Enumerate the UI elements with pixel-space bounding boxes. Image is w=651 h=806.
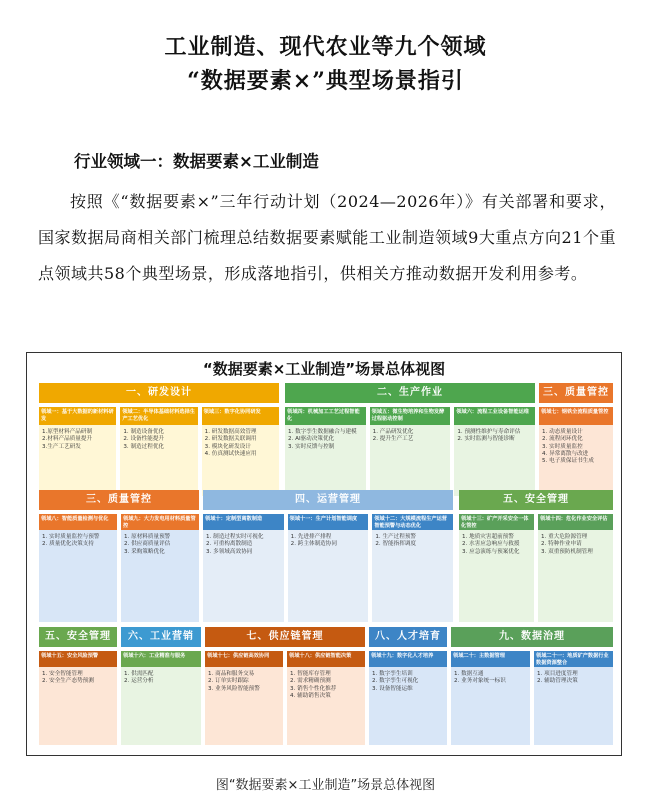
- scene-item: 2. 实时监测与智能诊断: [457, 436, 515, 443]
- scene-item: 3. 多领域高效协同: [206, 548, 253, 555]
- scene-group: [39, 627, 117, 745]
- scene-group: [203, 490, 453, 622]
- scene-card: [203, 514, 284, 622]
- scene-item: 1. 制造设备优化: [123, 429, 165, 435]
- scene-item: 2. 辅助管理决策: [537, 678, 578, 685]
- scene-card: [370, 407, 451, 496]
- scene-card: [454, 407, 535, 496]
- scene-card: [285, 407, 366, 496]
- scene-item: 1. 安全智能管理: [42, 671, 83, 677]
- scene-card-title: 领域一：基于大数据的新材料研发: [39, 407, 116, 425]
- scene-card-title: 领域十九：数字化人才培养: [369, 651, 447, 667]
- scene-card-items: [369, 669, 447, 695]
- scene-card-items: [534, 669, 613, 688]
- scene-card-title: 领域十三：矿产开采安全一体化管控: [459, 514, 534, 530]
- scene-item: 2. 质量优化决策支持: [42, 541, 94, 548]
- scene-card-title: 领域二十：主数据管理: [451, 651, 530, 667]
- scene-item: 3. 实时质量监控: [542, 443, 583, 450]
- scene-group: [459, 490, 613, 622]
- scene-card: [120, 407, 197, 496]
- scene-card: [372, 514, 453, 622]
- scene-item: 3. 应急演练与预案优化: [462, 548, 520, 555]
- scene-card-items: [454, 427, 535, 446]
- scene-card-title: 领域五：微生物培养和生物发酵过程驱动控制: [370, 407, 451, 425]
- scene-card-title: 领域二十一：地质矿产数据行业数据资源整合: [534, 651, 613, 667]
- scene-card: [121, 651, 201, 745]
- scene-item: 1.原型材料产品研制: [42, 429, 93, 435]
- scene-card-title: 领域十：定制型离散制造: [203, 514, 284, 530]
- scene-card-title: 领域十六：工业精准与服务: [121, 651, 201, 667]
- scene-card-title: 领域四：机械加工工艺过程智能化: [285, 407, 366, 425]
- scene-group-title: 五、安全管理: [459, 490, 613, 510]
- scene-item: 5. 电子质保证书生成: [542, 458, 594, 465]
- scene-item: 1. 地质灾害超前预警: [462, 534, 514, 540]
- scene-item: 1. 先进排产排程: [290, 534, 332, 540]
- scene-item: 1. 智能库存管理: [290, 671, 331, 677]
- scene-card-items: [39, 427, 116, 453]
- scene-item: 2. 数字孪生可视化: [372, 678, 419, 685]
- scene-item: 2. 安全生产态势预测: [42, 678, 94, 685]
- scene-card-title: 领域九：大力发电用材料质量管控: [121, 514, 199, 530]
- scene-item: 1. 数据互通: [454, 671, 484, 677]
- scene-card-items: [539, 427, 613, 467]
- scene-card-title: 领域六：流程工业设备智能运维: [454, 407, 535, 425]
- scene-card: [288, 514, 369, 622]
- scene-item: 2. 订单实时跟踪: [208, 678, 249, 685]
- scene-card: [39, 514, 117, 622]
- scene-card-items: [451, 669, 530, 688]
- scene-card-items: [370, 427, 451, 446]
- scene-card: [539, 407, 613, 496]
- scene-group-title: 四、运营管理: [203, 490, 453, 510]
- scene-item: 1. 重大危险源管理: [541, 534, 588, 540]
- scene-group-title: 五、安全管理: [39, 627, 117, 647]
- scene-item: 2. 可重构离散制造: [206, 541, 253, 548]
- scene-item: 2. 运营分析: [124, 678, 154, 685]
- scene-card: [39, 651, 117, 745]
- scene-item: 1. 预测性维护与寿命评估: [457, 429, 521, 435]
- scene-group: [39, 383, 279, 496]
- scene-group-title: 一、研发设计: [39, 383, 279, 403]
- scene-item: 2. 需求精确预测: [290, 678, 331, 685]
- scene-card: [121, 514, 199, 622]
- scene-item: 3.生产工艺研发: [42, 443, 81, 450]
- scene-item: 4. 仿真测试快速应用: [204, 450, 257, 457]
- scene-item: 1. 制造过程实时可视化: [206, 534, 264, 540]
- scene-item: 1. 研发数据高效管理: [204, 429, 257, 435]
- scene-card-title: 领域十四：危化作业安全评估: [538, 514, 613, 530]
- scene-item: 1. 生产过程预警: [375, 534, 417, 540]
- scene-card-items: [285, 427, 366, 453]
- scene-card-title: 领域十五：安全风险预警: [39, 651, 117, 667]
- scene-group-title: 六、工业营销: [121, 627, 201, 647]
- scene-card-items: [39, 532, 117, 551]
- scene-item: 2. 设备性能提升: [123, 436, 165, 443]
- scene-card: [202, 407, 279, 496]
- scene-item: 4. 辅助销售决策: [290, 692, 331, 699]
- scene-card: [538, 514, 613, 622]
- scene-group-title: 八、人才培育: [369, 627, 447, 647]
- scene-group-title: 三、质量管控: [539, 383, 613, 403]
- scene-card-items: [372, 532, 453, 551]
- scene-card: [39, 407, 116, 496]
- scene-card: [369, 651, 447, 745]
- scene-card-title: 领域八：智能质量检测与优化: [39, 514, 117, 530]
- scene-item: 2. 供应商质量评估: [124, 541, 171, 548]
- scene-card: [451, 651, 530, 745]
- scene-group: [285, 383, 535, 496]
- scene-item: 3. 双重预防机制管理: [541, 548, 593, 555]
- section-heading: 行业领域一：数据要素×工业制造: [74, 152, 319, 171]
- scene-item: 2. 水害应急响应与救援: [462, 541, 520, 548]
- scene-item: 2. 特种作业申请: [541, 541, 582, 548]
- doc-title-line1: 工业制造、现代农业等九个领域: [164, 34, 487, 60]
- scene-item: 1. 实时质量监控与预警: [42, 534, 100, 540]
- scene-item: 3. 制造过程优化: [123, 443, 165, 450]
- scene-item: 2. 研发数据关联调用: [204, 436, 257, 443]
- scene-card-items: [205, 669, 283, 695]
- scene-card-title: 领域十七：供应链高效协同: [205, 651, 283, 667]
- scene-item: 3. 销售个性化推荐: [290, 685, 337, 692]
- scene-card-title: 领域十八：供应链智能决策: [287, 651, 365, 667]
- scene-group: [121, 627, 201, 745]
- scene-item: 2. 智能指挥调度: [375, 541, 417, 548]
- scene-card-items: [287, 669, 365, 702]
- scene-item: 1. 产品研发优化: [372, 429, 414, 435]
- scene-item: 3. 实时反馈与控制: [288, 443, 335, 450]
- scene-card: [287, 651, 365, 745]
- body-paragraph: 按照《“数据要素×”三年行动计划（2024—2026年）》有关部署和要求，国家数据局商相关部门梳理总结数据要素赋能工业制造领域9大重点方向21个重点领域共58个典型场景，形成落地指引，供相关方推动数据开发利用参考。: [38, 192, 616, 283]
- scene-card-title: 领域七：钢铁全流程质量管控: [539, 407, 613, 425]
- scene-item: 2. 提升生产工艺: [372, 436, 414, 443]
- scene-item: 2. 流程闭环优化: [542, 436, 583, 443]
- scene-card: [205, 651, 283, 745]
- scene-item: 2.材料产品质量提升: [42, 436, 93, 443]
- scene-card-items: [288, 532, 369, 551]
- scene-group: [205, 627, 365, 745]
- scene-item: 3. 业务风险智能预警: [208, 685, 260, 692]
- scene-item: 1. 原材料质量预警: [124, 534, 171, 540]
- scene-item: 1. 项目进度管理: [537, 671, 578, 677]
- scene-item: 1. 供需匹配: [124, 671, 154, 677]
- scene-group: [39, 490, 199, 622]
- scene-group: [369, 627, 447, 745]
- scene-item: 3. 模块化研发设计: [204, 443, 251, 450]
- scene-group-title: 七、供应链管理: [205, 627, 365, 647]
- scene-overview-figure: [26, 352, 622, 756]
- scene-card-items: [39, 669, 117, 688]
- scene-card-items: [121, 532, 199, 558]
- scene-card-items: [120, 427, 197, 453]
- scene-card-items: [459, 532, 534, 558]
- scene-group: [539, 383, 613, 496]
- scene-item: 2. 跨主体制造协同: [290, 541, 337, 548]
- scene-item: 1. 商品和服务交易: [208, 671, 255, 677]
- scene-card-title: 领域三：数字化协同研发: [202, 407, 279, 425]
- scene-card-items: [202, 427, 279, 460]
- scene-card-title: 领域十一：生产计划智能调度: [288, 514, 369, 530]
- scene-item: 3. 设备智能运维: [372, 685, 413, 692]
- scene-group: [451, 627, 613, 745]
- scene-card: [459, 514, 534, 622]
- scene-group-title: 二、生产作业: [285, 383, 535, 403]
- figure-caption: 图“数据要素×工业制造”场景总体视图: [215, 778, 436, 793]
- scene-card-items: [121, 669, 201, 688]
- figure-title: “数据要素×工业制造”场景总体视图: [202, 360, 446, 378]
- scene-item: 1. 数字孪生数据融合与建模: [288, 429, 357, 435]
- scene-group-title: 三、质量管控: [39, 490, 199, 510]
- scene-item: 1. 数字孪生培训: [372, 671, 413, 677]
- doc-title-line2: “数据要素×”典型场景指引: [187, 68, 464, 94]
- scene-group-title: 九、数据治理: [451, 627, 613, 647]
- scene-card-title: 领域二：半导体基础材料选择生产工艺优化: [120, 407, 197, 425]
- scene-item: 3. 采购策略优化: [124, 548, 165, 555]
- scene-card-items: [203, 532, 284, 558]
- scene-item: 2. 业务对象统一标识: [454, 678, 506, 685]
- scene-item: 2. AI驱动决策优化: [288, 436, 335, 443]
- scene-item: 1. 动态质量设计: [542, 429, 583, 435]
- scene-item: 4. 异常离散与改进: [542, 450, 589, 457]
- scene-card-title: 领域十二：大规模流程生产运营智能预警与动态优化: [372, 514, 453, 530]
- scene-card: [534, 651, 613, 745]
- scene-card-items: [538, 532, 613, 558]
